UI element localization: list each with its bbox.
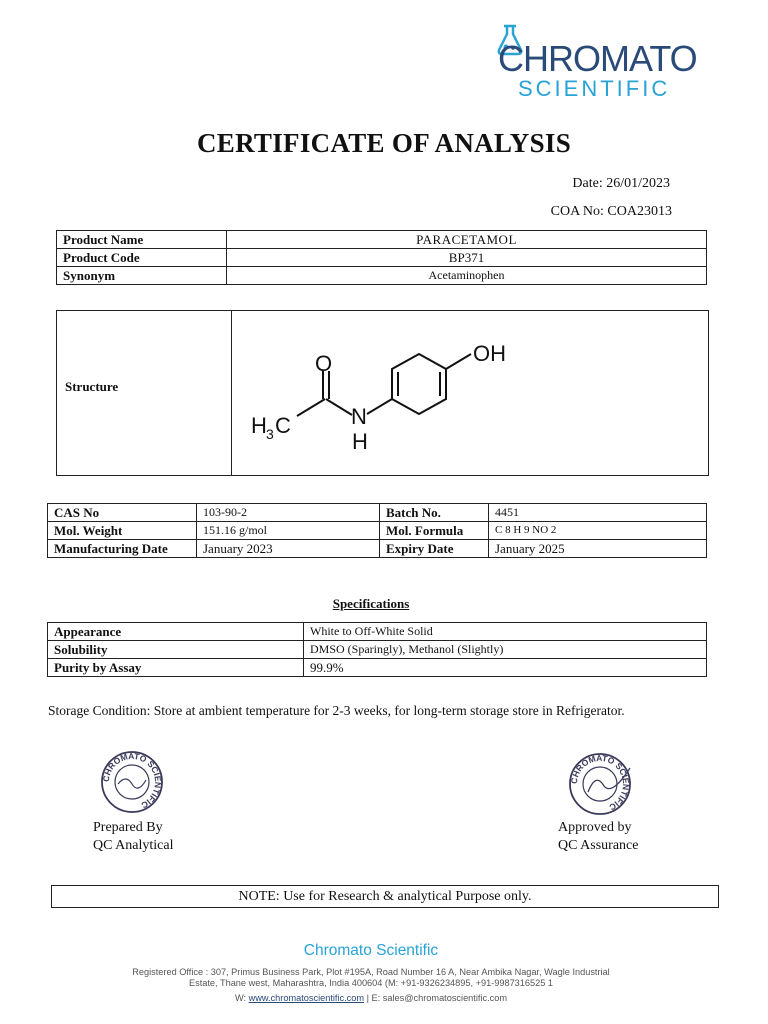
- row-value: 4451: [489, 504, 707, 522]
- table-row: [57, 267, 707, 285]
- row-value: DMSO (Sparingly), Methanol (Slightly): [304, 641, 707, 659]
- row-value: January 2023: [197, 540, 380, 558]
- coa-number: COA No: COA23013: [550, 204, 672, 219]
- prepared-by-label: Prepared By: [93, 820, 163, 835]
- company-stamp: [568, 752, 632, 816]
- logo-line1: CHROMATO: [498, 38, 697, 79]
- specifications-heading: Specifications: [332, 596, 410, 611]
- document-title: CERTIFICATE OF ANALYSIS: [196, 128, 572, 158]
- oxygen-atom: O: [315, 351, 333, 376]
- row-value: BP371: [227, 249, 707, 267]
- table-row: [57, 231, 707, 249]
- methyl-subscript: 3: [266, 426, 274, 442]
- row-label: Product Name: [57, 231, 227, 249]
- row-label: Batch No.: [380, 504, 489, 522]
- methyl-c: C: [275, 413, 291, 438]
- table-row: [48, 522, 707, 540]
- company-logo: [490, 18, 720, 101]
- table-row: [48, 641, 707, 659]
- logo-line2: SCIENTIFIC: [518, 76, 671, 101]
- row-value: 103-90-2: [197, 504, 380, 522]
- issue-date: Date: 26/01/2023: [572, 176, 670, 191]
- row-value: 151.16 g/mol: [197, 522, 380, 540]
- storage-condition: Storage Condition: Store at ambient temperature for 2-3 weeks, for long-term storage store in Refrigerator.: [48, 703, 625, 718]
- table-row: [48, 540, 707, 558]
- footer-address-line2: Estate, Thane west, Maharashtra, India 400604 (M: +91-9326234895, +91-9987316525 1: [188, 978, 554, 988]
- company-stamp: [100, 750, 164, 814]
- row-label: Mol. Formula: [380, 522, 489, 540]
- details-table: [47, 503, 707, 558]
- row-label: Appearance: [48, 623, 304, 641]
- hydroxyl-group: OH: [473, 341, 506, 366]
- email-text[interactable]: | E: sales@chromatoscientific.com: [366, 993, 507, 1003]
- structure-label-cell: [57, 311, 232, 475]
- row-label: Product Code: [57, 249, 227, 267]
- row-label: Mol. Weight: [48, 522, 197, 540]
- svg-text:CHROMATO SCIENTIFIC: CHROMATO SCIENTIFIC: [568, 752, 632, 813]
- usage-note: NOTE: Use for Research & analytical Purpose only.: [51, 885, 719, 908]
- prepared-by-dept: QC Analytical: [93, 838, 174, 853]
- approved-by-label: Approved by: [558, 820, 632, 835]
- row-value: 99.9%: [304, 659, 707, 677]
- product-table: [56, 230, 707, 285]
- table-row: [57, 249, 707, 267]
- structure-label: Structure: [65, 379, 119, 394]
- svg-text:CHROMATO SCIENTIFIC: CHROMATO SCIENTIFIC: [100, 750, 164, 811]
- row-label: Synonym: [57, 267, 227, 285]
- row-value: C 8 H 9 NO 2: [489, 522, 707, 540]
- amine-hydrogen: H: [352, 429, 368, 454]
- row-label: Manufacturing Date: [48, 540, 197, 558]
- approved-by-dept: QC Assurance: [558, 838, 639, 853]
- table-row: [48, 504, 707, 522]
- specifications-table: [47, 622, 707, 677]
- website-link[interactable]: www.chromatoscientific.com: [248, 993, 365, 1003]
- methyl-h: H: [251, 413, 267, 438]
- row-value: Acetaminophen: [227, 267, 707, 285]
- table-row: [48, 659, 707, 677]
- footer-contact: [0, 993, 742, 1003]
- structure-box: [56, 310, 709, 476]
- row-label: Expiry Date: [380, 540, 489, 558]
- row-value: PARACETAMOL: [227, 231, 707, 249]
- table-row: [48, 623, 707, 641]
- row-value: White to Off-White Solid: [304, 623, 707, 641]
- footer-address-line1: Registered Office : 307, Primus Business Park, Plot #195A, Road Number 16 A, Near Ambika Nagar, Wagle Industrial: [132, 967, 610, 977]
- row-label: Purity by Assay: [48, 659, 304, 677]
- molecule-diagram: [239, 319, 539, 464]
- website-label: W:: [235, 993, 247, 1003]
- nitrogen-atom: N: [351, 404, 367, 429]
- row-label: Solubility: [48, 641, 304, 659]
- row-value: January 2025: [489, 540, 707, 558]
- footer-company-name: Chromato Scientific: [303, 942, 439, 959]
- row-label: CAS No: [48, 504, 197, 522]
